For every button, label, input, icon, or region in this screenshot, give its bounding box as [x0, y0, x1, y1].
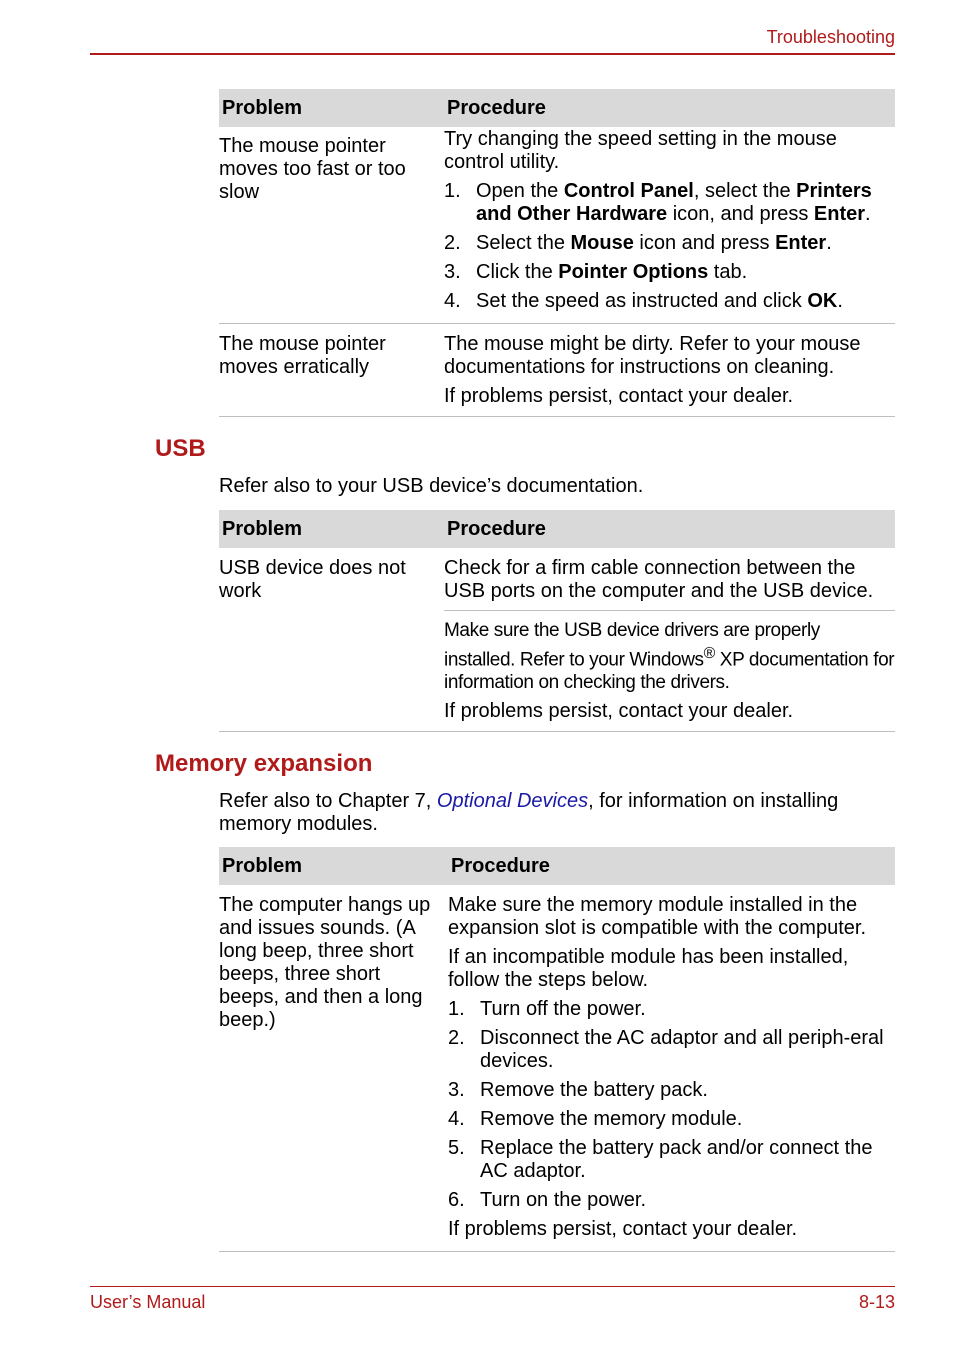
table-row	[219, 548, 895, 732]
registered-mark: ®	[703, 645, 715, 662]
procedure-text: The mouse might be dirty. Refer to your mouse documentations for instructions on cleaning.	[444, 333, 861, 378]
column-header-problem: Problem	[219, 89, 444, 127]
step-list	[444, 180, 895, 313]
step-item: 6. Turn on the power.	[448, 1189, 647, 1211]
table-row	[219, 324, 895, 417]
section-intro: Refer also to your USB device’s documentation.	[219, 475, 644, 497]
problem-cell: USB device does not work	[219, 548, 444, 732]
page-number: 8-13	[858, 1292, 895, 1312]
section-intro: Refer also to Chapter 7, Optional Devices, for information on installing memory modules.	[219, 790, 839, 835]
procedure-text: Make sure the USB device drivers are properly installed. Refer to your Windows® XP documentation for information on checking the drivers.	[444, 620, 895, 694]
problem-cell: The mouse pointer moves erratically	[219, 324, 444, 417]
column-header-problem: Problem	[219, 847, 448, 885]
step-item: 4. Set the speed as instructed and click OK.	[444, 290, 843, 312]
procedure-text: If problems persist, contact your dealer.	[448, 1218, 798, 1240]
procedure-text: Try changing the speed setting in the mouse control utility.	[444, 128, 837, 173]
procedure-cell	[444, 127, 895, 324]
header-rule	[90, 53, 895, 55]
footer-rule	[90, 1286, 895, 1287]
problem-cell: The computer hangs up and issues sounds. (A long beep, three short beeps, three short beeps, and then a long beep.)	[219, 885, 448, 1252]
step-item: 4. Remove the memory module.	[448, 1108, 743, 1130]
memory-problem-table	[219, 847, 895, 1252]
column-header-procedure: Procedure	[444, 89, 895, 127]
procedure-text: If problems persist, contact your dealer.	[444, 700, 794, 723]
procedure-text: If an incompatible module has been installed, follow the steps below.	[448, 946, 849, 991]
step-item: 3. Remove the battery pack.	[448, 1079, 708, 1101]
problem-cell: The mouse pointer moves too fast or too slow	[219, 127, 444, 324]
procedure-cell	[444, 548, 895, 732]
step-item: 1. Turn off the power.	[448, 998, 646, 1020]
column-header-procedure: Procedure	[444, 510, 895, 548]
table-row	[219, 127, 895, 324]
procedure-cell	[448, 885, 895, 1252]
step-item: 2. Disconnect the AC adaptor and all periph-eral devices.	[448, 1027, 884, 1072]
mouse-problem-table	[219, 89, 895, 417]
step-item: 2. Select the Mouse icon and press Enter.	[444, 232, 832, 254]
column-header-procedure: Procedure	[448, 847, 895, 885]
procedure-text: Check for a firm cable connection between the USB ports on the computer and the USB device.	[444, 557, 874, 602]
chapter-link[interactable]: Optional Devices	[436, 790, 589, 812]
procedure-text: If problems persist, contact your dealer.	[444, 385, 794, 407]
step-item: 1. Open the Control Panel, select the Printers and Other Hardware icon, and press Enter.	[444, 180, 872, 225]
footer-manual-title: User’s Manual	[90, 1292, 206, 1312]
section-heading-usb: USB	[155, 435, 206, 462]
usb-problem-table	[219, 510, 895, 732]
table-row	[219, 885, 895, 1252]
column-header-problem: Problem	[219, 510, 444, 548]
procedure-block	[444, 611, 895, 731]
step-item: 3. Click the Pointer Options tab.	[444, 261, 748, 283]
procedure-block	[444, 548, 895, 611]
section-heading-memory: Memory expansion	[155, 750, 373, 777]
procedure-cell	[444, 324, 895, 417]
step-item: 5. Replace the battery pack and/or connect the AC adaptor.	[448, 1137, 873, 1182]
step-list	[448, 998, 895, 1212]
procedure-text: Make sure the memory module installed in the expansion slot is compatible with the computer.	[448, 894, 866, 939]
running-header: Troubleshooting	[766, 27, 895, 47]
